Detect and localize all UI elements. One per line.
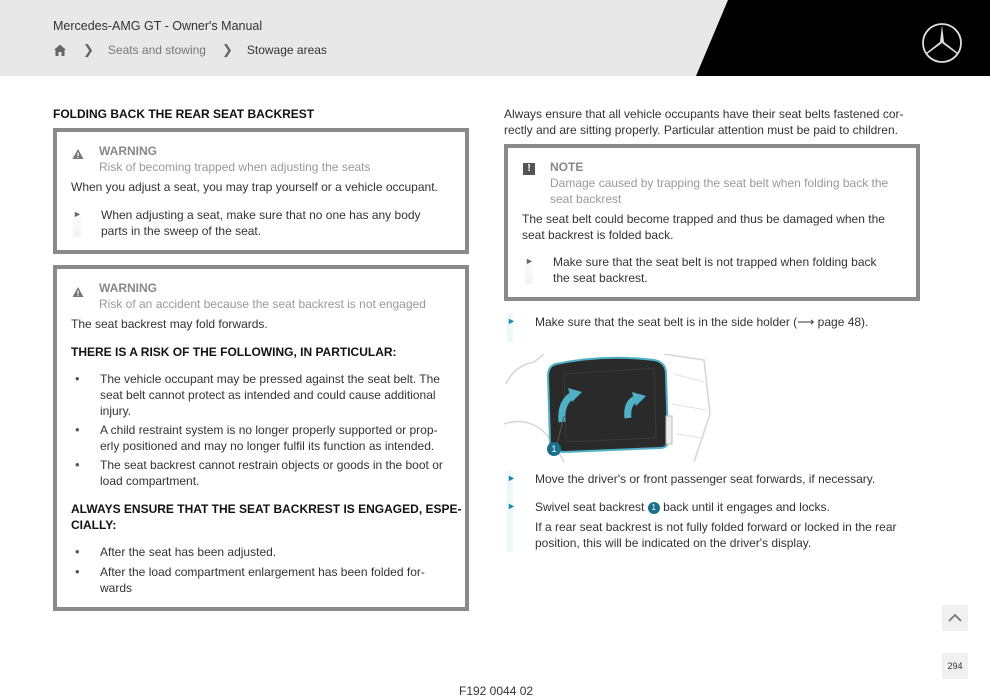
risk-item-line: The seat backrest cannot restrain objects or goods in the boot or [100, 458, 443, 472]
chevron-right-icon: ❯ [83, 42, 94, 57]
warning-triangle-icon [72, 286, 84, 298]
risk-item-line: load compartment. [100, 474, 200, 488]
note-subtitle: Damage caused by trapping the seat belt when folding back the [550, 176, 889, 190]
home-icon[interactable] [53, 43, 67, 57]
page-number: 294 [947, 661, 963, 671]
step-arrow-icon: ► [507, 316, 516, 326]
warning-text: The seat backrest may fold forwards. [71, 317, 268, 331]
image-callout-label: 1 [551, 444, 557, 454]
scroll-to-top-button[interactable] [942, 605, 968, 631]
mercedes-star-icon[interactable] [920, 21, 964, 65]
step-text [535, 499, 830, 515]
breadcrumb-item-seats[interactable]: Seats and stowing [107, 43, 206, 57]
risk-heading: THERE IS A RISK OF THE FOLLOWING, IN PARTICULAR: [71, 345, 397, 359]
risk-item-line: injury. [100, 404, 132, 418]
seat-backrest-illustration [504, 354, 712, 462]
section-title: FOLDING BACK THE REAR SEAT BACKREST [53, 107, 315, 121]
bullet-icon: • [75, 457, 80, 472]
ensure-item-line: wards [100, 581, 133, 595]
ensure-item-line: After the load compartment enlargement has been folded for- [100, 565, 425, 579]
page-header [0, 0, 990, 76]
warning-step-line: parts in the sweep of the seat. [101, 224, 262, 238]
header-black-panel [0, 0, 990, 76]
breadcrumb-item-stowage[interactable]: Stowage areas [246, 43, 327, 57]
risk-item-line: A child restraint system is no longer properly supported or prop- [100, 423, 438, 437]
step-text: If a rear seat backrest is not fully folded forward or locked in the rear [535, 520, 897, 534]
step-text: Move the driver's or front passenger seat forwards, if necessary. [535, 472, 876, 486]
risk-item-line: The vehicle occupant may be pressed against the seat belt. The [100, 372, 440, 386]
image-reference-code: F192 0044 02 [459, 684, 534, 698]
manual-title: Mercedes-AMG GT - Owner's Manual [53, 19, 263, 33]
note-text: seat backrest is folded back. [522, 228, 674, 242]
callout-number-icon: 1 [648, 502, 660, 514]
warning-subtitle: Risk of becoming trapped when adjusting the seats [99, 160, 371, 174]
step-arrow-icon: ► [73, 207, 81, 237]
bullet-icon: • [75, 371, 80, 386]
exclamation-icon: ! [523, 163, 535, 175]
warning-triangle-icon [72, 148, 84, 160]
page-number-badge[interactable] [942, 653, 968, 679]
step-arrow-icon: ► [507, 473, 516, 483]
note-subtitle: seat backrest [550, 192, 622, 206]
step-text-part: back until it engages and locks. [663, 500, 830, 514]
bullet-icon: • [75, 422, 80, 437]
step-arrow-icon: ► [507, 501, 516, 511]
chevron-up-icon [948, 613, 962, 623]
chevron-right-icon: ❯ [221, 42, 233, 57]
note-step-line: the seat backrest. [553, 271, 648, 285]
intro-text: Always ensure that all vehicle occupants have their seat belts fastened cor- [504, 107, 904, 121]
note-step-line: Make sure that the seat belt is not trapped when folding back [553, 255, 877, 269]
ensure-heading: ALWAYS ENSURE THAT THE SEAT BACKREST IS ENGAGED, ESPE- [71, 502, 462, 516]
risk-item-line: erly positioned and may no longer fulfil its function as intended. [100, 439, 435, 453]
step-text-part: Swivel seat backrest [535, 500, 645, 514]
note-heading: NOTE [550, 160, 584, 174]
step-arrow-icon: ► [525, 254, 533, 284]
step-text: Make sure that the seat belt is in the side holder (⟶ page 48). [535, 315, 869, 329]
note-text: The seat belt could become trapped and thus be damaged when the [522, 212, 885, 226]
warning-heading: WARNING [99, 281, 157, 295]
warning-step-line: When adjusting a seat, make sure that no one has any body [101, 208, 421, 222]
breadcrumb [53, 42, 327, 58]
ensure-item-line: After the seat has been adjusted. [100, 545, 277, 559]
bullet-icon: • [75, 564, 80, 579]
step-text: position, this will be indicated on the driver's display. [535, 536, 812, 550]
ensure-heading: CIALLY: [71, 518, 117, 532]
bullet-icon: • [75, 544, 80, 559]
risk-item-line: seat belt cannot protect as intended and could cause additional [100, 388, 436, 402]
intro-text: rectly and are sitting properly. Particular attention must be paid to children. [504, 123, 898, 137]
warning-heading: WARNING [99, 144, 157, 158]
warning-text: When you adjust a seat, you may trap yourself or a vehicle occupant. [71, 180, 438, 194]
warning-subtitle: Risk of an accident because the seat backrest is not engaged [99, 297, 426, 311]
